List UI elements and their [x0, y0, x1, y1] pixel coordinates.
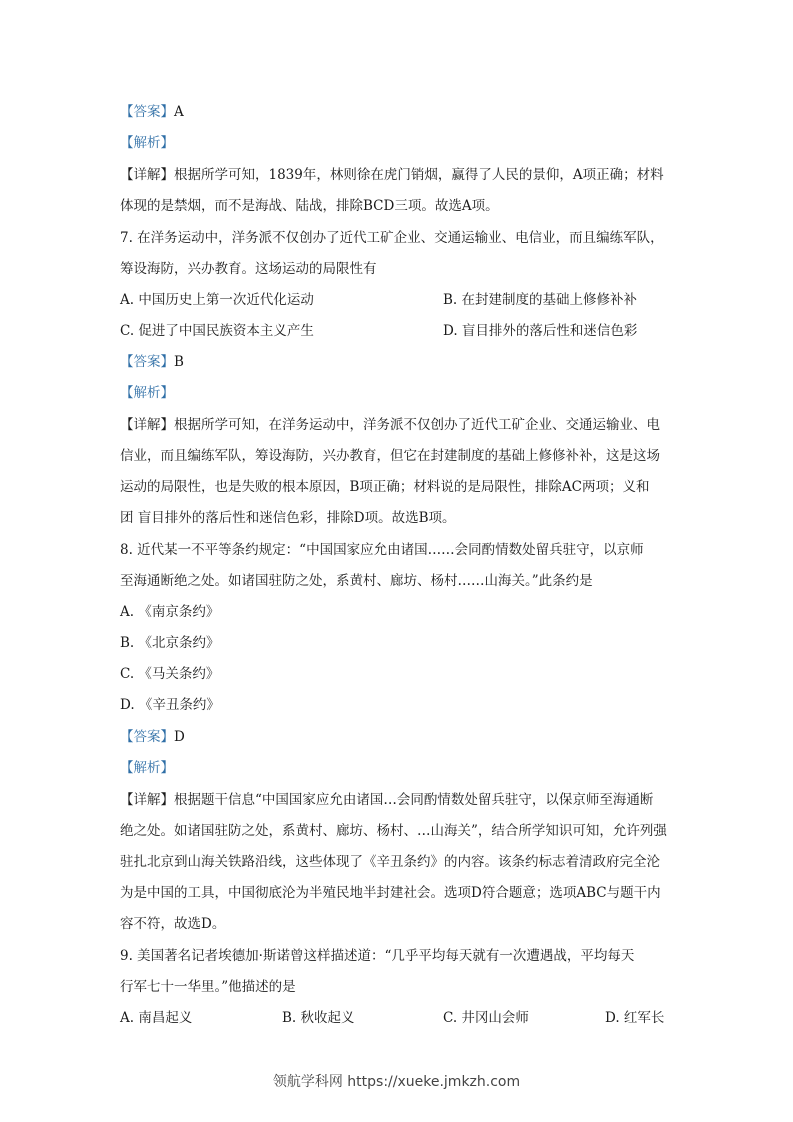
q8-detail-line-2: 绝之处。如诸国驻防之处，系黄村、廊坊、杨村、…山海关”，结合所学知识可知，允许列强 — [120, 823, 667, 839]
q8-option-a: A. 《南京条约》 — [120, 604, 220, 620]
q7-detail-line-3: 运动的局限性，也是失败的根本原因，B项正确；材料说的是局限性，排除AC两项；义和 — [120, 479, 650, 495]
q6-answer — [120, 104, 680, 120]
q7-option-c: C. 促进了中国民族资本主义产生 — [120, 323, 314, 339]
q9-option-a: A. 南昌起义 — [120, 1010, 193, 1026]
q9-stem-line-1: 9. 美国著名记者埃德加·斯诺曾这样描述道：“几乎平均每天就有一次遭遇战，平均每天 — [120, 948, 635, 964]
q8-answer — [120, 729, 680, 745]
q7-detail-line-1: 【详解】根据所学可知，在洋务运动中，洋务派不仅创办了近代工矿企业、交通运输业、电 — [120, 417, 660, 433]
q8-detail-line-1: 【详解】根据题干信息“中国国家应允由诸国…会同酌情数处留兵驻守，以保京师至海通断 — [120, 792, 654, 808]
q7-detail-line-4: 团 盲目排外的落后性和迷信色彩，排除D项。故选B项。 — [120, 510, 456, 526]
answer-label: 【答案】 — [120, 729, 174, 745]
q6-detail-line-1: 【详解】根据所学可知，1839年，林则徐在虎门销烟，赢得了人民的景仰，A项正确；材料 — [120, 167, 664, 183]
q8-option-d: D. 《辛丑条约》 — [120, 697, 220, 713]
q8-detail-line-4: 为是中国的工具，中国彻底沦为半殖民地半封建社会。选项D符合题意；选项ABC与题干内 — [120, 885, 661, 901]
footer-watermark: 领航学科网 https://xueke.jmkzh.com — [272, 1074, 521, 1090]
q7-stem-line-2: 筹设海防，兴办教育。这场运动的局限性有 — [120, 261, 377, 277]
q8-option-c: C. 《马关条约》 — [120, 666, 220, 682]
answer-label: 【答案】 — [120, 354, 174, 370]
q9-option-b: B. 秋收起义 — [282, 1010, 355, 1026]
q7-option-d: D. 盲目排外的落后性和迷信色彩 — [443, 323, 638, 339]
q7-answer — [120, 354, 680, 370]
q7-option-a: A. 中国历史上第一次近代化运动 — [120, 292, 314, 308]
q7-detail-line-2: 信业，而且编练军队，筹设海防，兴办教育，但它在封建制度的基础上修修补补，这是这场 — [120, 448, 660, 464]
q6-analysis-label: 【解析】 — [120, 135, 174, 151]
q9-stem-line-2: 行军七十一华里。”他描述的是 — [120, 979, 296, 995]
answer-label: 【答案】 — [120, 104, 174, 120]
q8-detail-line-3: 驻扎北京到山海关铁路沿线，这些体现了《辛丑条约》的内容。该条约标志着清政府完全沦 — [120, 854, 660, 870]
q9-option-d: D. 红军长 — [605, 1010, 665, 1026]
q8-detail-line-5: 容不符，故选D。 — [120, 916, 226, 932]
q9-option-c: C. 井冈山会师 — [443, 1010, 529, 1026]
q8-analysis-label: 【解析】 — [120, 760, 174, 776]
answer-value: B — [174, 354, 184, 370]
q7-stem-line-1: 7. 在洋务运动中，洋务派不仅创办了近代工矿企业、交通运输业、电信业，而且编练军队， — [120, 230, 664, 246]
answer-value: D — [174, 729, 185, 745]
q8-option-b: B. 《北京条约》 — [120, 635, 220, 651]
q6-detail-line-2: 体现的是禁烟，而不是海战、陆战，排除BCD三项。故选A项。 — [120, 198, 499, 214]
q7-analysis-label: 【解析】 — [120, 385, 174, 401]
answer-value: A — [174, 104, 184, 120]
q8-stem-line-1: 8. 近代某一不平等条约规定：“中国国家应允由诸国……会同酌情数处留兵驻守，以京师 — [120, 542, 644, 558]
q7-option-b: B. 在封建制度的基础上修修补补 — [443, 292, 638, 308]
q8-stem-line-2: 至海通断绝之处。如诸国驻防之处，系黄村、廊坊、杨村……山海关。”此条约是 — [120, 573, 593, 589]
